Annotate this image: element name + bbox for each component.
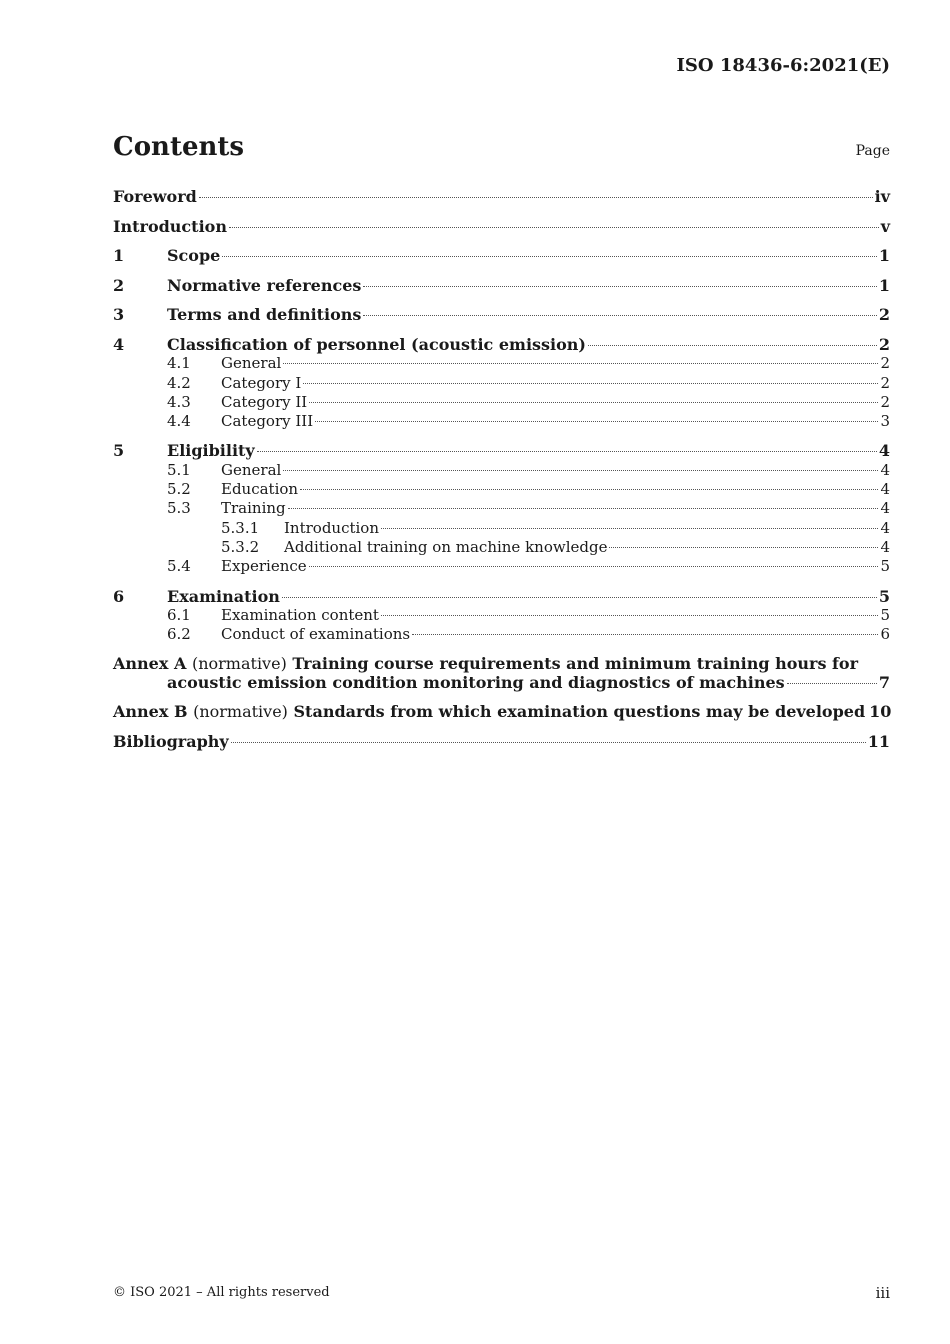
toc-page: 2 [878, 334, 890, 354]
toc-title: Category II [221, 392, 308, 411]
annex-title-line2: acoustic emission condition monitoring and diagnostics of machines [167, 673, 785, 693]
toc-page: 5 [880, 557, 890, 576]
toc-title: Examination [167, 586, 280, 606]
toc-page: 3 [880, 412, 890, 431]
leader-dots [588, 345, 877, 346]
annex-title: Standards from which examination questions may be developed [293, 702, 866, 722]
toc-number: 5.4 [167, 557, 191, 576]
toc-title: General [221, 460, 282, 479]
toc-title: Education [221, 480, 299, 499]
toc-title: Additional training on machine knowledge [284, 537, 608, 556]
toc-page: 4 [880, 537, 890, 556]
toc-title: Introduction [113, 216, 227, 236]
toc-number: 4.4 [167, 412, 191, 431]
toc-title: Classification of personnel (acoustic emission) [167, 334, 586, 354]
toc-entry-5-4[interactable] [113, 557, 890, 576]
toc-title: Category III [221, 412, 314, 431]
toc-entry-5-2[interactable] [113, 480, 890, 499]
toc-title: Normative references [167, 275, 362, 295]
leader-dots [315, 421, 878, 422]
toc-page: 6 [880, 625, 890, 644]
toc-page: iv [874, 187, 890, 206]
toc-number: 5.1 [167, 460, 191, 479]
toc-number: 4.1 [167, 354, 191, 373]
toc-title: Foreword [113, 187, 197, 206]
toc-page: 5 [878, 586, 890, 606]
toc-title: Training [221, 499, 286, 518]
toc-title: Eligibility [167, 441, 255, 461]
leader-dots [309, 566, 879, 567]
leader-dots [412, 634, 878, 635]
toc-page: 4 [880, 480, 890, 499]
toc-title: Category I [221, 373, 302, 392]
leader-dots [199, 197, 873, 198]
toc-entry-normative-references[interactable] [113, 275, 890, 305]
footer-page-number: iii [875, 1284, 890, 1302]
toc-entry-4-3[interactable] [113, 393, 890, 412]
footer-copyright: © ISO 2021 – All rights reserved [113, 1285, 330, 1300]
toc-page: 4 [880, 499, 890, 518]
toc-title: Introduction [284, 518, 379, 537]
toc-entry-6-1[interactable] [113, 606, 890, 625]
toc-number: 6.1 [167, 605, 191, 624]
toc-entry-6-2[interactable] [113, 625, 890, 644]
toc-number: 5.3 [167, 499, 191, 518]
annex-type: (normative) [193, 702, 288, 722]
toc-number: 5 [113, 441, 125, 461]
toc-entry-examination[interactable] [113, 586, 890, 606]
toc-entry-introduction[interactable] [113, 216, 890, 246]
toc-page: 11 [867, 732, 890, 752]
leader-dots [381, 615, 879, 616]
leader-dots [787, 683, 877, 684]
toc-page: 5 [880, 605, 890, 624]
toc-entry-5-3[interactable] [113, 499, 890, 518]
toc-entry-annex-a[interactable] [113, 654, 890, 692]
toc-title: General [221, 354, 282, 373]
toc-entry-annex-b[interactable] [113, 701, 890, 731]
toc-entry-scope[interactable] [113, 245, 890, 275]
toc-entry-4-4[interactable] [113, 412, 890, 431]
toc-page: 2 [880, 373, 890, 392]
toc-number: 6.2 [167, 625, 191, 644]
toc-page: v [880, 216, 890, 236]
toc-page: 10 [869, 702, 892, 722]
toc-title: Scope [167, 246, 221, 266]
toc-number: 6 [113, 586, 125, 606]
toc-number: 4 [113, 334, 125, 354]
leader-dots [363, 315, 876, 316]
toc-entry-eligibility[interactable] [113, 440, 890, 460]
toc-entry-4-1[interactable] [113, 354, 890, 373]
toc-page: 4 [880, 460, 890, 479]
toc-page: 1 [878, 246, 890, 266]
leader-dots [309, 402, 878, 403]
toc-entry-5-1[interactable] [113, 461, 890, 480]
leader-dots [303, 383, 878, 384]
leader-dots [363, 286, 876, 287]
leader-dots [229, 227, 879, 228]
page-column-label: Page [855, 143, 890, 159]
leader-dots [381, 528, 878, 529]
toc-number: 1 [113, 246, 125, 266]
toc-number: 3 [113, 305, 125, 325]
toc-title: Experience [221, 557, 307, 576]
annex-label: Annex B [113, 702, 188, 722]
table-of-contents [113, 186, 890, 761]
toc-page: 7 [878, 673, 890, 693]
toc-page: 1 [878, 275, 890, 295]
toc-number: 5.3.2 [221, 537, 260, 556]
toc-number: 4.3 [167, 392, 191, 411]
leader-dots [288, 508, 879, 509]
toc-title: Conduct of examinations [221, 625, 411, 644]
toc-entry-4-2[interactable] [113, 374, 890, 393]
toc-entry-terms-and-definitions[interactable] [113, 304, 890, 334]
leader-dots [300, 489, 878, 490]
toc-title: Examination content [221, 605, 379, 624]
leader-dots [283, 363, 878, 364]
toc-title: Bibliography [113, 732, 229, 752]
annex-title-line1: Training course requirements and minimum training hours for [292, 654, 859, 674]
leader-dots [283, 470, 878, 471]
toc-number: 5.2 [167, 480, 191, 499]
leader-dots [222, 256, 877, 257]
document-id: ISO 18436-6:2021(E) [676, 55, 890, 76]
toc-page: 4 [880, 518, 890, 537]
annex-label: Annex A [113, 654, 187, 674]
toc-page: 2 [880, 392, 890, 411]
leader-dots [257, 451, 877, 452]
toc-page: 4 [878, 441, 890, 461]
toc-entry-foreword[interactable] [113, 186, 890, 216]
leader-dots [609, 547, 878, 548]
toc-entry-5-3-1[interactable] [113, 519, 890, 538]
toc-entry-bibliography[interactable] [113, 731, 890, 761]
leader-dots [282, 597, 877, 598]
contents-title: Contents [113, 132, 245, 162]
toc-entry-5-3-2[interactable] [113, 538, 890, 557]
toc-entry-classification[interactable] [113, 334, 890, 354]
toc-number: 5.3.1 [221, 518, 260, 537]
toc-page: 2 [880, 354, 890, 373]
annex-type: (normative) [191, 654, 287, 674]
toc-title: Terms and definitions [167, 305, 362, 325]
toc-page: 2 [878, 305, 890, 325]
toc-number: 2 [113, 275, 125, 295]
leader-dots [231, 742, 866, 743]
toc-number: 4.2 [167, 373, 191, 392]
